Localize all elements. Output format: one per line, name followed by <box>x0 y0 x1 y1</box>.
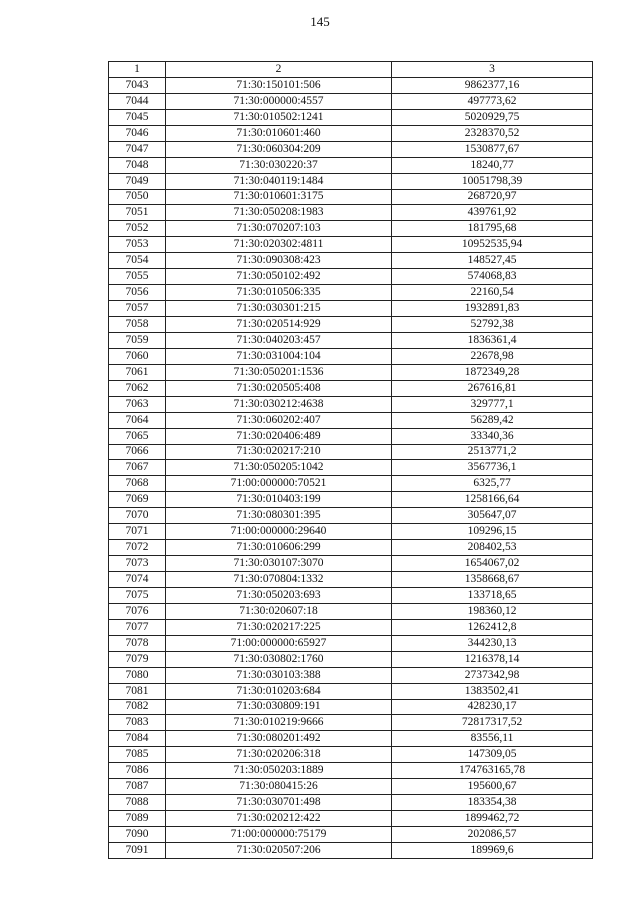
value-cell: 147309,05 <box>392 747 593 763</box>
table-row <box>109 444 593 460</box>
row-number-cell: 7071 <box>109 524 166 540</box>
cadastral-number-cell: 71:30:070207:103 <box>166 221 392 237</box>
value-cell: 208402,53 <box>392 540 593 556</box>
table-row <box>109 747 593 763</box>
table-row <box>109 237 593 253</box>
table-row <box>109 476 593 492</box>
row-number-cell: 7058 <box>109 317 166 333</box>
row-number-cell: 7085 <box>109 747 166 763</box>
table-row <box>109 412 593 428</box>
row-number-cell: 7091 <box>109 842 166 858</box>
row-number-cell: 7057 <box>109 301 166 317</box>
cadastral-number-cell: 71:30:040119:1484 <box>166 173 392 189</box>
table-row <box>109 205 593 221</box>
page-number: 145 <box>310 14 330 29</box>
row-number-cell: 7065 <box>109 428 166 444</box>
table-row <box>109 556 593 572</box>
cadastral-number-cell: 71:30:020406:489 <box>166 428 392 444</box>
value-cell: 1216378,14 <box>392 651 593 667</box>
cadastral-number-cell: 71:30:010601:460 <box>166 125 392 141</box>
column-header-1: 1 <box>109 62 166 78</box>
value-cell: 22160,54 <box>392 285 593 301</box>
value-cell: 10952535,94 <box>392 237 593 253</box>
row-number-cell: 7047 <box>109 141 166 157</box>
row-number-cell: 7079 <box>109 651 166 667</box>
cadastral-number-cell: 71:30:030103:388 <box>166 667 392 683</box>
cadastral-number-cell: 71:30:020206:318 <box>166 747 392 763</box>
row-number-cell: 7069 <box>109 492 166 508</box>
table-row <box>109 635 593 651</box>
value-cell: 1872349,28 <box>392 364 593 380</box>
row-number-cell: 7062 <box>109 380 166 396</box>
table-row <box>109 348 593 364</box>
row-number-cell: 7074 <box>109 572 166 588</box>
cadastral-number-cell: 71:30:080415:26 <box>166 779 392 795</box>
cadastral-number-cell: 71:30:031004:104 <box>166 348 392 364</box>
value-cell: 5020929,75 <box>392 109 593 125</box>
table-row <box>109 189 593 205</box>
value-cell: 1262412,8 <box>392 619 593 635</box>
cadastral-number-cell: 71:30:010403:199 <box>166 492 392 508</box>
row-number-cell: 7072 <box>109 540 166 556</box>
row-number-cell: 7043 <box>109 77 166 93</box>
cadastral-number-cell: 71:30:030212:4638 <box>166 396 392 412</box>
row-number-cell: 7082 <box>109 699 166 715</box>
cadastral-number-cell: 71:30:030220:37 <box>166 157 392 173</box>
value-cell: 22678,98 <box>392 348 593 364</box>
table-row <box>109 683 593 699</box>
cadastral-number-cell: 71:30:050203:693 <box>166 587 392 603</box>
row-number-cell: 7076 <box>109 603 166 619</box>
value-cell: 189969,6 <box>392 842 593 858</box>
cadastral-number-cell: 71:30:030701:498 <box>166 795 392 811</box>
cadastral-number-cell: 71:30:020505:408 <box>166 380 392 396</box>
row-number-cell: 7051 <box>109 205 166 221</box>
value-cell: 3567736,1 <box>392 460 593 476</box>
table-row <box>109 540 593 556</box>
cadastral-number-cell: 71:30:020507:206 <box>166 842 392 858</box>
row-number-cell: 7083 <box>109 715 166 731</box>
cadastral-number-cell: 71:00:000000:29640 <box>166 524 392 540</box>
value-cell: 133718,65 <box>392 587 593 603</box>
table-row <box>109 125 593 141</box>
cadastral-number-cell: 71:00:000000:75179 <box>166 827 392 843</box>
row-number-cell: 7050 <box>109 189 166 205</box>
table-row <box>109 715 593 731</box>
cadastral-number-cell: 71:30:020217:225 <box>166 619 392 635</box>
row-number-cell: 7052 <box>109 221 166 237</box>
row-number-cell: 7075 <box>109 587 166 603</box>
table-row <box>109 109 593 125</box>
table-row <box>109 77 593 93</box>
table-row <box>109 827 593 843</box>
table-row <box>109 508 593 524</box>
value-cell: 9862377,16 <box>392 77 593 93</box>
cadastral-number-cell: 71:30:090308:423 <box>166 253 392 269</box>
value-cell: 183354,38 <box>392 795 593 811</box>
cadastral-number-cell: 71:30:050201:1536 <box>166 364 392 380</box>
cadastral-number-cell: 71:30:030802:1760 <box>166 651 392 667</box>
cadastral-number-cell: 71:30:020302:4811 <box>166 237 392 253</box>
row-number-cell: 7063 <box>109 396 166 412</box>
cadastral-number-cell: 71:30:060304:209 <box>166 141 392 157</box>
cadastral-number-cell: 71:30:150101:506 <box>166 77 392 93</box>
cadastral-number-cell: 71:30:040203:457 <box>166 332 392 348</box>
row-number-cell: 7054 <box>109 253 166 269</box>
value-cell: 1932891,83 <box>392 301 593 317</box>
value-cell: 2737342,98 <box>392 667 593 683</box>
row-number-cell: 7061 <box>109 364 166 380</box>
row-number-cell: 7059 <box>109 332 166 348</box>
table-row <box>109 492 593 508</box>
table-row <box>109 603 593 619</box>
cadastral-number-cell: 71:30:010219:9666 <box>166 715 392 731</box>
table-row <box>109 651 593 667</box>
cadastral-number-cell: 71:30:010506:335 <box>166 285 392 301</box>
table-header-row <box>109 62 593 78</box>
table-row <box>109 396 593 412</box>
value-cell: 574068,83 <box>392 269 593 285</box>
value-cell: 72817317,52 <box>392 715 593 731</box>
row-number-cell: 7044 <box>109 93 166 109</box>
table-row <box>109 667 593 683</box>
value-cell: 1358668,67 <box>392 572 593 588</box>
value-cell: 1836361,4 <box>392 332 593 348</box>
cadastral-number-cell: 71:30:010601:3175 <box>166 189 392 205</box>
table-row <box>109 842 593 858</box>
value-cell: 198360,12 <box>392 603 593 619</box>
cadastral-number-cell: 71:00:000000:65927 <box>166 635 392 651</box>
value-cell: 497773,62 <box>392 93 593 109</box>
row-number-cell: 7078 <box>109 635 166 651</box>
value-cell: 52792,38 <box>392 317 593 333</box>
value-cell: 195600,67 <box>392 779 593 795</box>
table-row <box>109 269 593 285</box>
row-number-cell: 7068 <box>109 476 166 492</box>
value-cell: 18240,77 <box>392 157 593 173</box>
cadastral-number-cell: 71:30:030107:3070 <box>166 556 392 572</box>
value-cell: 2328370,52 <box>392 125 593 141</box>
value-cell: 329777,1 <box>392 396 593 412</box>
table-row <box>109 157 593 173</box>
value-cell: 1654067,02 <box>392 556 593 572</box>
value-cell: 268720,97 <box>392 189 593 205</box>
row-number-cell: 7046 <box>109 125 166 141</box>
cadastral-number-cell: 71:30:020217:210 <box>166 444 392 460</box>
cadastral-number-cell: 71:30:030301:215 <box>166 301 392 317</box>
row-number-cell: 7070 <box>109 508 166 524</box>
row-number-cell: 7081 <box>109 683 166 699</box>
cadastral-number-cell: 71:30:050205:1042 <box>166 460 392 476</box>
table-row <box>109 332 593 348</box>
table-row <box>109 619 593 635</box>
value-cell: 439761,92 <box>392 205 593 221</box>
value-cell: 181795,68 <box>392 221 593 237</box>
row-number-cell: 7064 <box>109 412 166 428</box>
cadastral-number-cell: 71:30:010606:299 <box>166 540 392 556</box>
registry-table <box>108 61 593 859</box>
row-number-cell: 7053 <box>109 237 166 253</box>
table-row <box>109 731 593 747</box>
table-row <box>109 524 593 540</box>
cadastral-number-cell: 71:00:000000:70521 <box>166 476 392 492</box>
cadastral-number-cell: 71:30:050208:1983 <box>166 205 392 221</box>
cadastral-number-cell: 71:30:080301:395 <box>166 508 392 524</box>
row-number-cell: 7060 <box>109 348 166 364</box>
value-cell: 428230,17 <box>392 699 593 715</box>
cadastral-number-cell: 71:30:010502:1241 <box>166 109 392 125</box>
row-number-cell: 7077 <box>109 619 166 635</box>
table-row <box>109 699 593 715</box>
row-number-cell: 7049 <box>109 173 166 189</box>
row-number-cell: 7066 <box>109 444 166 460</box>
row-number-cell: 7067 <box>109 460 166 476</box>
table-row <box>109 364 593 380</box>
table-row <box>109 795 593 811</box>
cadastral-number-cell: 71:30:060202:407 <box>166 412 392 428</box>
table-row <box>109 141 593 157</box>
row-number-cell: 7048 <box>109 157 166 173</box>
value-cell: 174763165,78 <box>392 763 593 779</box>
value-cell: 1383502,41 <box>392 683 593 699</box>
table-row <box>109 93 593 109</box>
value-cell: 148527,45 <box>392 253 593 269</box>
row-number-cell: 7055 <box>109 269 166 285</box>
table-row <box>109 811 593 827</box>
value-cell: 109296,15 <box>392 524 593 540</box>
table-row <box>109 221 593 237</box>
value-cell: 305647,07 <box>392 508 593 524</box>
table-row <box>109 317 593 333</box>
row-number-cell: 7045 <box>109 109 166 125</box>
cadastral-number-cell: 71:30:070804:1332 <box>166 572 392 588</box>
value-cell: 1258166,64 <box>392 492 593 508</box>
column-header-3: 3 <box>392 62 593 78</box>
table-row <box>109 572 593 588</box>
cadastral-number-cell: 71:30:050203:1889 <box>166 763 392 779</box>
value-cell: 1899462,72 <box>392 811 593 827</box>
table-row <box>109 428 593 444</box>
row-number-cell: 7086 <box>109 763 166 779</box>
row-number-cell: 7080 <box>109 667 166 683</box>
value-cell: 33340,36 <box>392 428 593 444</box>
table-row <box>109 301 593 317</box>
cadastral-number-cell: 71:30:050102:492 <box>166 269 392 285</box>
row-number-cell: 7088 <box>109 795 166 811</box>
column-header-2: 2 <box>166 62 392 78</box>
value-cell: 202086,57 <box>392 827 593 843</box>
row-number-cell: 7084 <box>109 731 166 747</box>
table-row <box>109 253 593 269</box>
table-row <box>109 285 593 301</box>
row-number-cell: 7073 <box>109 556 166 572</box>
row-number-cell: 7089 <box>109 811 166 827</box>
row-number-cell: 7056 <box>109 285 166 301</box>
value-cell: 267616,81 <box>392 380 593 396</box>
value-cell: 10051798,39 <box>392 173 593 189</box>
value-cell: 344230,13 <box>392 635 593 651</box>
cadastral-number-cell: 71:30:020514:929 <box>166 317 392 333</box>
table-row <box>109 460 593 476</box>
value-cell: 2513771,2 <box>392 444 593 460</box>
value-cell: 83556,11 <box>392 731 593 747</box>
cadastral-number-cell: 71:30:000000:4557 <box>166 93 392 109</box>
table-row <box>109 763 593 779</box>
table-body <box>109 77 593 858</box>
cadastral-number-cell: 71:30:020212:422 <box>166 811 392 827</box>
value-cell: 56289,42 <box>392 412 593 428</box>
value-cell: 1530877,67 <box>392 141 593 157</box>
table-row <box>109 380 593 396</box>
cadastral-number-cell: 71:30:030809:191 <box>166 699 392 715</box>
row-number-cell: 7090 <box>109 827 166 843</box>
table-row <box>109 587 593 603</box>
cadastral-number-cell: 71:30:080201:492 <box>166 731 392 747</box>
cadastral-number-cell: 71:30:010203:684 <box>166 683 392 699</box>
value-cell: 6325,77 <box>392 476 593 492</box>
row-number-cell: 7087 <box>109 779 166 795</box>
table-row <box>109 779 593 795</box>
cadastral-number-cell: 71:30:020607:18 <box>166 603 392 619</box>
table-row <box>109 173 593 189</box>
